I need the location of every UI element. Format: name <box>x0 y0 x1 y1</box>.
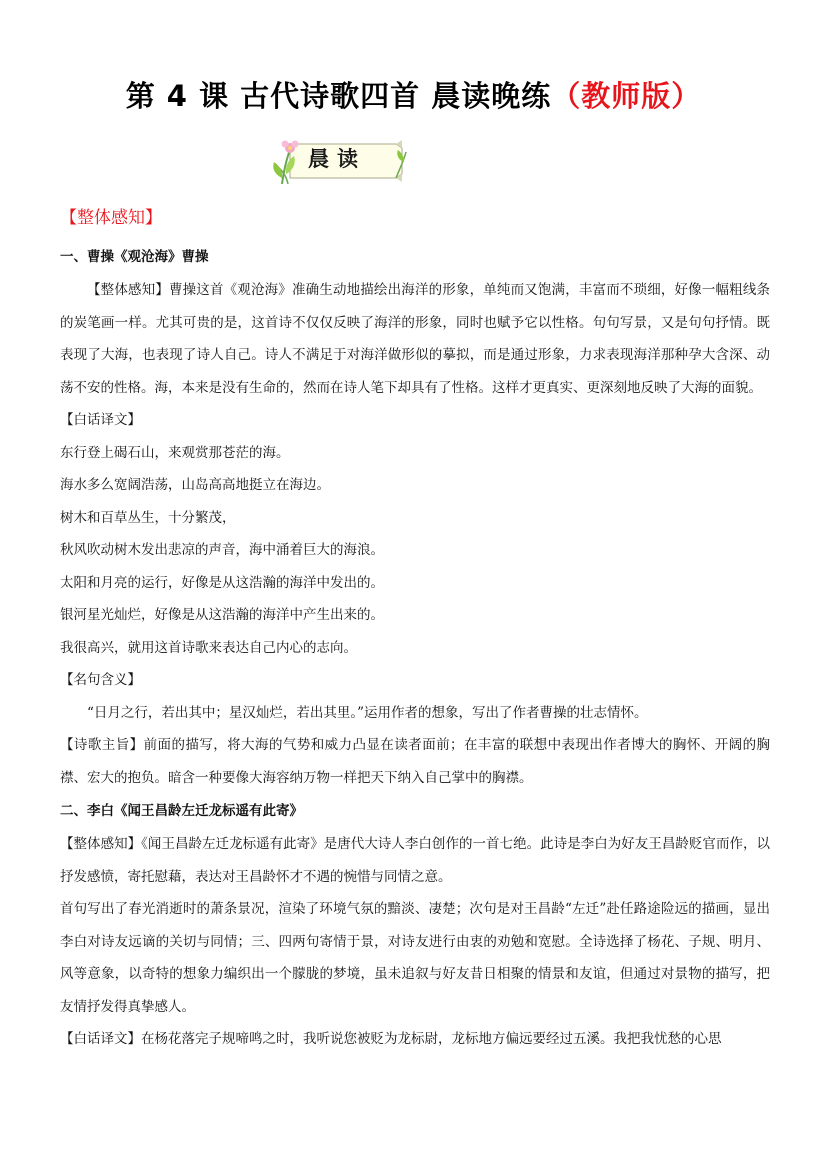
translation-line: 东行登上碣石山，来观赏那苍茫的海。 <box>60 444 290 461</box>
translation-line: 我很高兴，就用这首诗歌来表达自己内心的志向。 <box>60 639 357 656</box>
page-title <box>0 74 827 115</box>
section-heading: 【整体感知】 <box>60 208 162 228</box>
poem2-heading: 二、李白《闻王昌龄左迁龙标遥有此寄》 <box>60 803 303 819</box>
poem1-famous-text: “日月之行，若出其中；星汉灿烂，若出其里。”运用作者的想象，写出了作者曹操的壮志情怀。 <box>87 704 648 721</box>
poem1-summary <box>60 274 770 404</box>
poem1-translation-label: 【白话译文】 <box>60 412 141 428</box>
poem2-summary-label: 【整体感知】 <box>60 836 142 852</box>
poem2-translation-label: 【白话译文】 <box>60 1031 141 1047</box>
poem2-summary <box>60 828 770 893</box>
document-body <box>60 240 770 1056</box>
poem2-analysis: 首句写出了春光消逝时的萧条景况，渲染了环境气氛的黯淡、凄楚；次句是对王昌龄“左迁”赴任路途险远的描画，显出李白对诗友远谪的关切与同情；三、四两句寄情于景，对诗友进行由衷的劝勉和宽慰。全诗选择了杨花、子规、明月、风等意象，以奇特的想象力编织出一个朦胧的梦境，虽未追叙与好友昔日相聚的情景和友谊，但通过对景物的描写，把友情抒发得真挚感人。 <box>60 901 770 1015</box>
translation-line: 银河星光灿烂，好像是从这浩瀚的海洋中产生出来的。 <box>60 607 384 623</box>
title-main: 第 4 课 古代诗歌四首 晨读晚练 <box>125 79 552 113</box>
poem2-summary-text: 《闻王昌龄左迁龙标遥有此寄》是唐代大诗人李白创作的一首七绝。此诗是李白为好友王昌龄贬官而作，以抒发感愤，寄托慰藉，表达对王昌龄怀才不遇的惋惜与同情之意。 <box>60 836 771 885</box>
translation-line: 秋风吹动树木发出悲凉的声音，海中涌着巨大的海浪。 <box>60 542 384 558</box>
poem2-translation-text: 在杨花落完子规啼鸣之时，我听说您被贬为龙标尉，龙标地方偏远要经过五溪。我把我忧愁的心思 <box>141 1031 722 1047</box>
poem1-famous-label: 【名句含义】 <box>60 672 141 688</box>
poem1-heading: 一、曹操《观沧海》曹操 <box>60 249 209 265</box>
poem1-theme-label: 【诗歌主旨】 <box>60 737 144 753</box>
translation-line: 太阳和月亮的运行，好像是从这浩瀚的海洋中发出的。 <box>60 574 384 591</box>
poem1-theme <box>60 729 770 794</box>
banner-label: 晨读 <box>308 147 366 171</box>
translation-line: 海水多么宽阔浩荡，山岛高高地挺立在海边。 <box>60 477 330 493</box>
poem1-summary-text: 曹操这首《观沧海》准确生动地描绘出海洋的形象，单纯而又饱满，丰富而不琐细，好像一幅粗线条的炭笔画一样。尤其可贵的是，这首诗不仅仅反映了海洋的形象，同时也赋予它以性格。句句写景，又是句句抒情。既表现了大海，也表现了诗人自己。诗人不满足于对海洋做形似的摹拟，而是通过形象，力求表现海洋那种孕大含深、动荡不安的性格。海，本来是没有生命的，然而在诗人笔下却具有了性格。这样才更真实、更深刻地反映了大海的面貌。 <box>60 282 771 396</box>
title-edition: （教师版） <box>551 79 702 113</box>
poem1-theme-text: 前面的描写，将大海的气势和威力凸显在读者面前；在丰富的联想中表现出作者博大的胸怀、开阔的胸襟、宏大的抱负。暗含一种要像大海容纳万物一样把天下纳入自己掌中的胸襟。 <box>60 737 771 786</box>
poem2-translation <box>60 1023 770 1056</box>
translation-line: 树木和百草丛生，十分繁茂， <box>60 509 236 526</box>
poem1-summary-label: 【整体感知】 <box>87 282 169 298</box>
